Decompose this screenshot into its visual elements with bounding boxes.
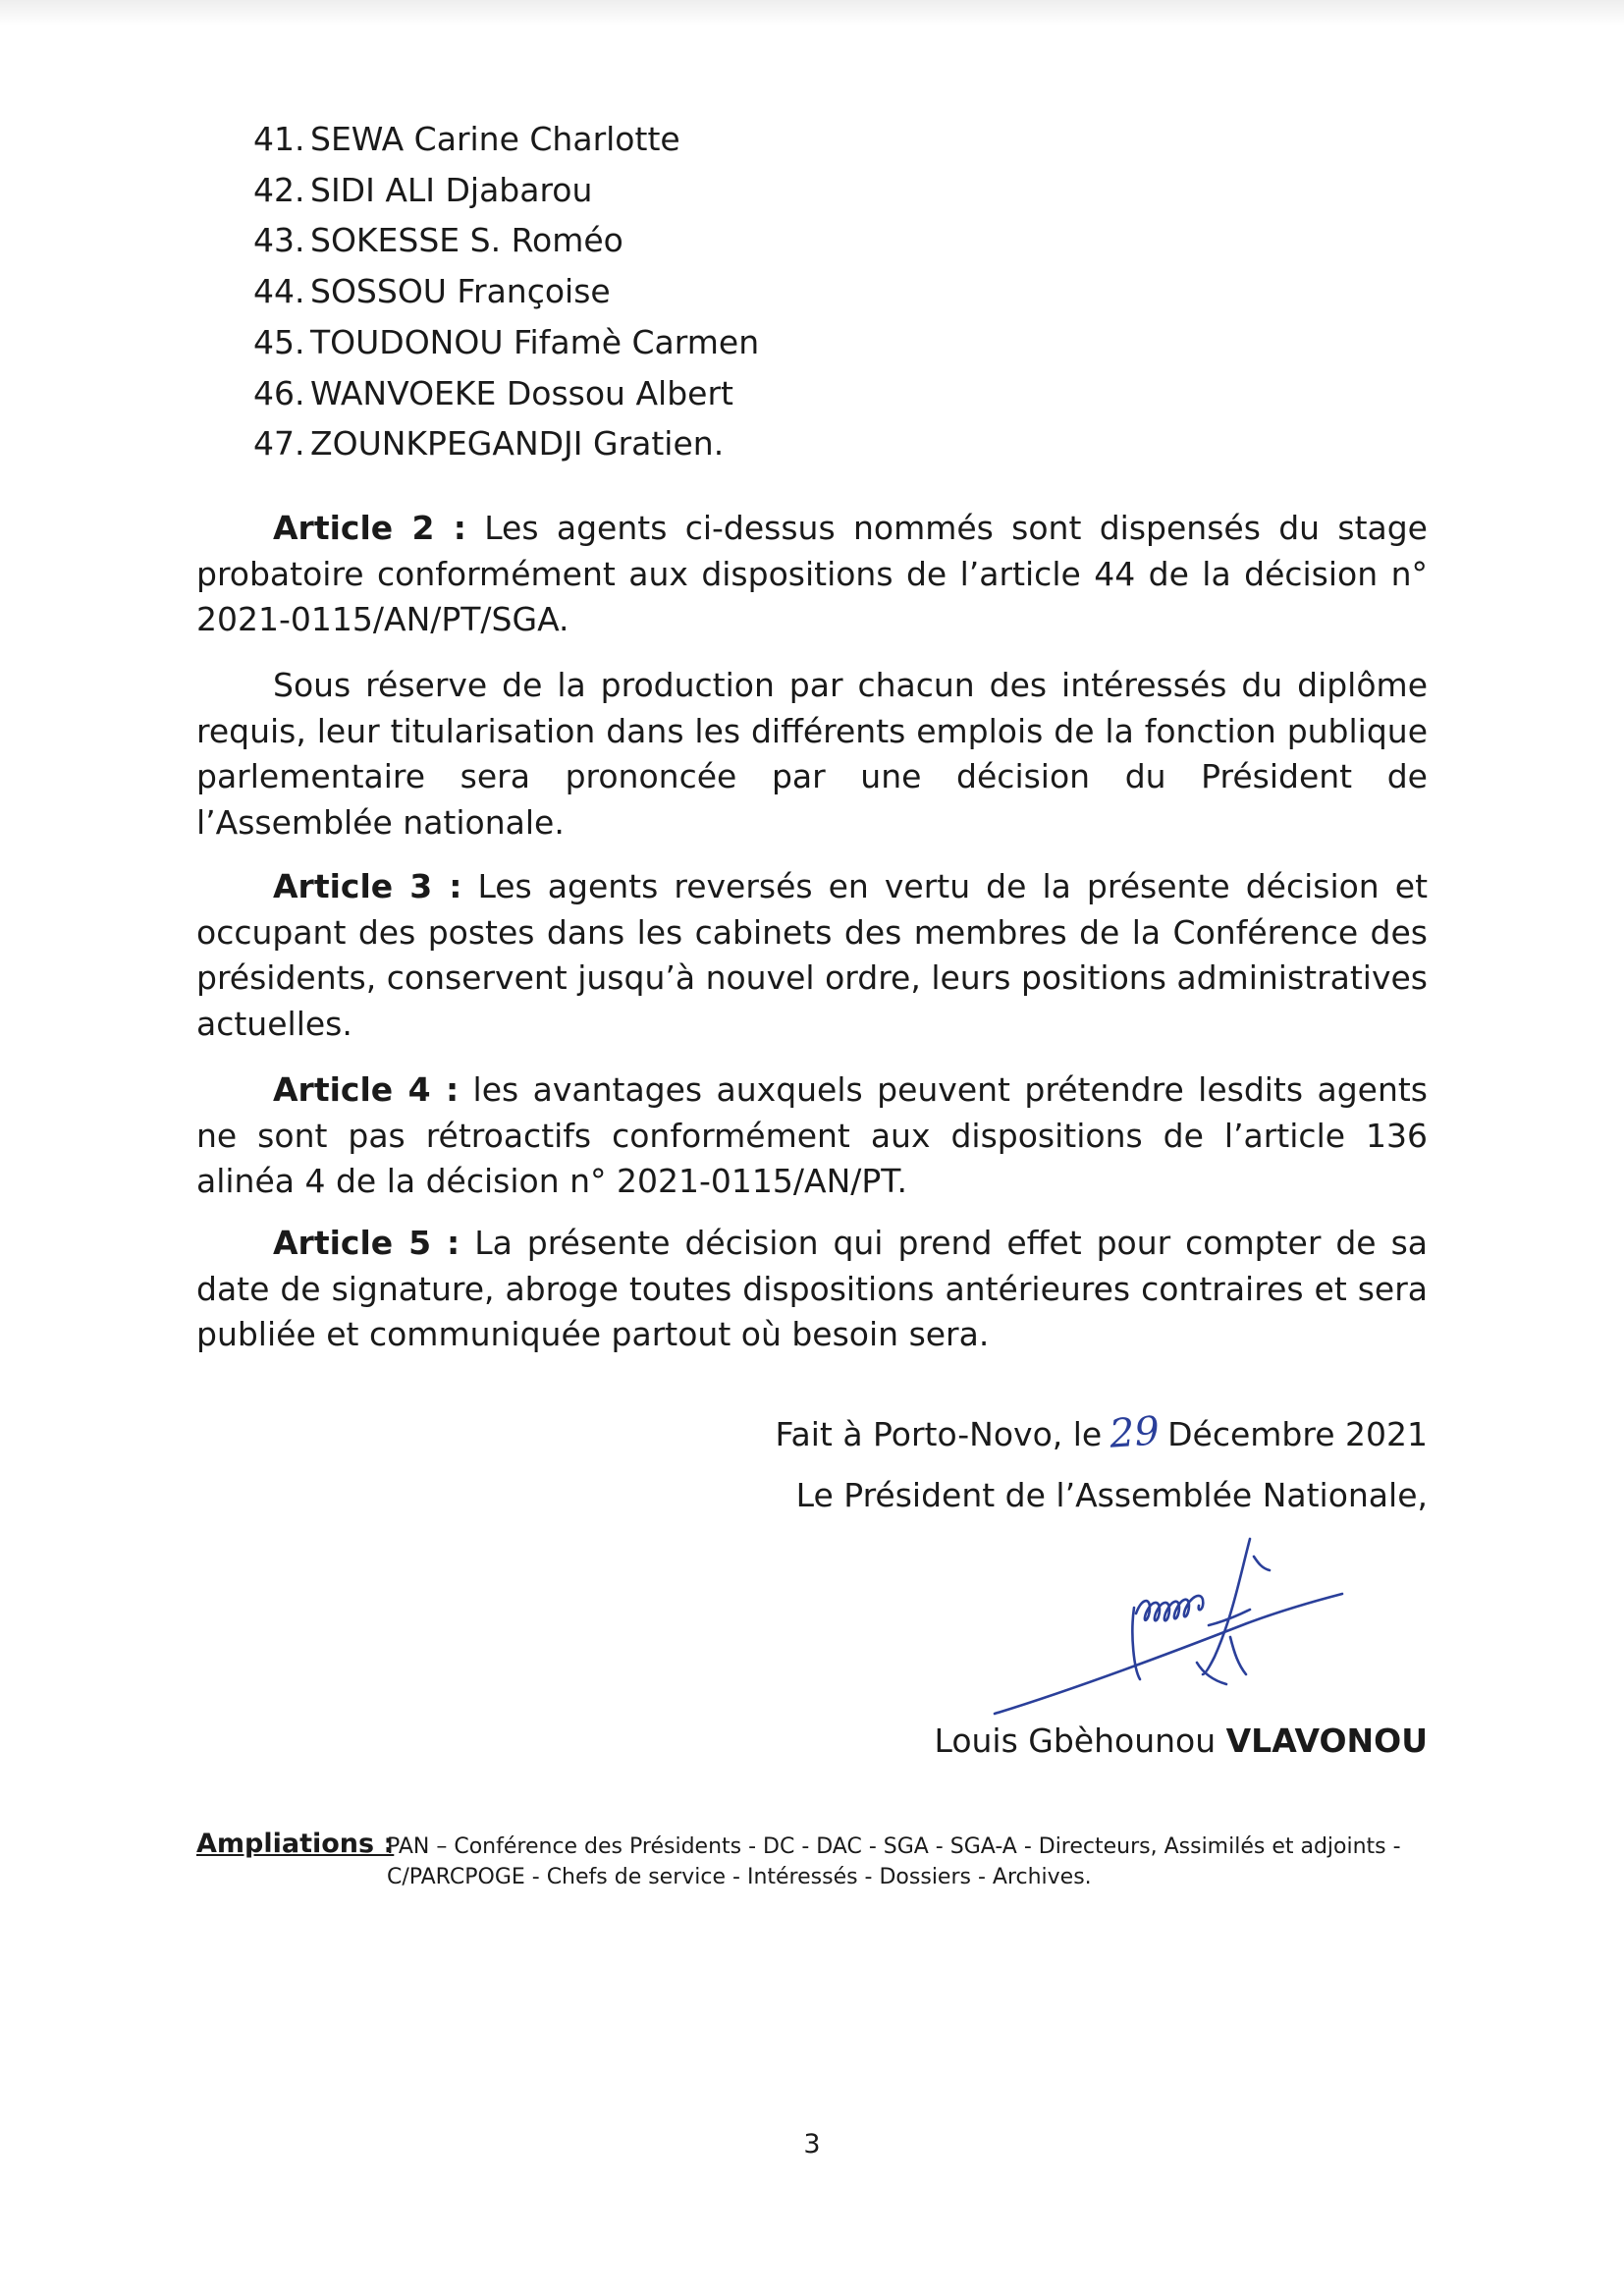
place-date-line (776, 1410, 1428, 1455)
list-item-name: SEWA Carine Charlotte (310, 120, 680, 158)
list-item-number: 43. (253, 221, 305, 260)
list-item-name: ZOUNKPEGANDJI Gratien. (310, 424, 725, 464)
place-prefix: Fait à Porto-Novo, le (775, 1415, 1103, 1453)
agents-list (253, 114, 759, 469)
article-5-label: Article 5 : (273, 1224, 460, 1262)
page-number: 3 (803, 2129, 821, 2159)
signatory-title: Le Président de l’Assemblée Nationale, (795, 1476, 1428, 1514)
article-3-text: Les agents reversés en vertu de la présente décision et occupant des postes dans les cabinets des membres de la Conférence des présidents, conservent jusqu’à nouvel ordre, leurs positions administratives actuelles. (196, 867, 1429, 1043)
list-item-name: SIDI ALI Djabarou (310, 170, 593, 209)
article-3-paragraph (196, 864, 1428, 1047)
list-item-number: 44. (253, 272, 305, 311)
reserve-paragraph (196, 663, 1428, 846)
ampliations-text: PAN – Conférence des Présidents - DC - DAC - SGA - SGA-A - Directeurs, Assimilés et adjoints - C/PARCPOGE - Chefs de service - Intéressés - Dossiers - Archives. (387, 1834, 1401, 1889)
list-item (253, 317, 759, 368)
handwritten-day: 29 (1108, 1408, 1162, 1457)
list-item (253, 215, 759, 266)
article-4-paragraph (196, 1067, 1428, 1205)
article-2-text: Les agents ci-dessus nommés sont dispensés du stage probatoire conformément aux dispositions de l’article 44 de la décision n° 2021-0115/AN/PT/SGA. (196, 509, 1428, 638)
article-5-text: La présente décision qui prend effet pour compter de sa date de signature, abroge toutes dispositions antérieures contraires et sera publiée et communiquée partout où besoin sera. (196, 1224, 1428, 1353)
date-suffix: Décembre 2021 (1167, 1415, 1428, 1453)
list-item (253, 165, 759, 216)
signatory-name (935, 1722, 1428, 1760)
ampliations-label: Ampliations : (196, 1829, 395, 1859)
list-item-name: SOKESSE S. Roméo (310, 221, 623, 260)
list-item-number: 41. (253, 120, 305, 158)
handwritten-signature (987, 1527, 1360, 1728)
list-item (253, 368, 759, 419)
list-item-number: 42. (253, 170, 305, 209)
article-5-paragraph (196, 1221, 1428, 1358)
signatory-first-name: Louis Gbèhounou (934, 1722, 1226, 1760)
list-item-number: 46. (253, 373, 305, 412)
article-4-text: les avantages auxquels peuvent prétendre lesdits agents ne sont pas rétroactifs conformément aux dispositions de l’article 136 alinéa 4 de la décision n° 2021-0115/AN/PT. (196, 1070, 1428, 1200)
article-2-label: Article 2 : (273, 509, 466, 547)
list-item-name: SOSSOU Françoise (310, 272, 611, 311)
list-item (253, 266, 759, 317)
list-item (253, 418, 759, 469)
list-item-name: WANVOEKE Dossou Albert (310, 373, 733, 412)
scan-edge (0, 0, 1624, 26)
list-item-number: 45. (253, 322, 305, 361)
signatory-last-name: VLAVONOU (1225, 1722, 1428, 1760)
list-item (253, 114, 759, 165)
article-3-label: Article 3 : (273, 867, 462, 905)
list-item-number: 47. (253, 424, 305, 464)
reserve-text: Sous réserve de la production par chacun des intéressés du diplôme requis, leur titularisation dans les différents emplois de la fonction publique parlementaire sera prononcée par une décision du Président de l’Assemblée nationale. (196, 666, 1428, 842)
list-item-name: TOUDONOU Fifamè Carmen (310, 322, 760, 361)
article-2-paragraph (196, 506, 1428, 643)
article-4-label: Article 4 : (273, 1070, 460, 1109)
